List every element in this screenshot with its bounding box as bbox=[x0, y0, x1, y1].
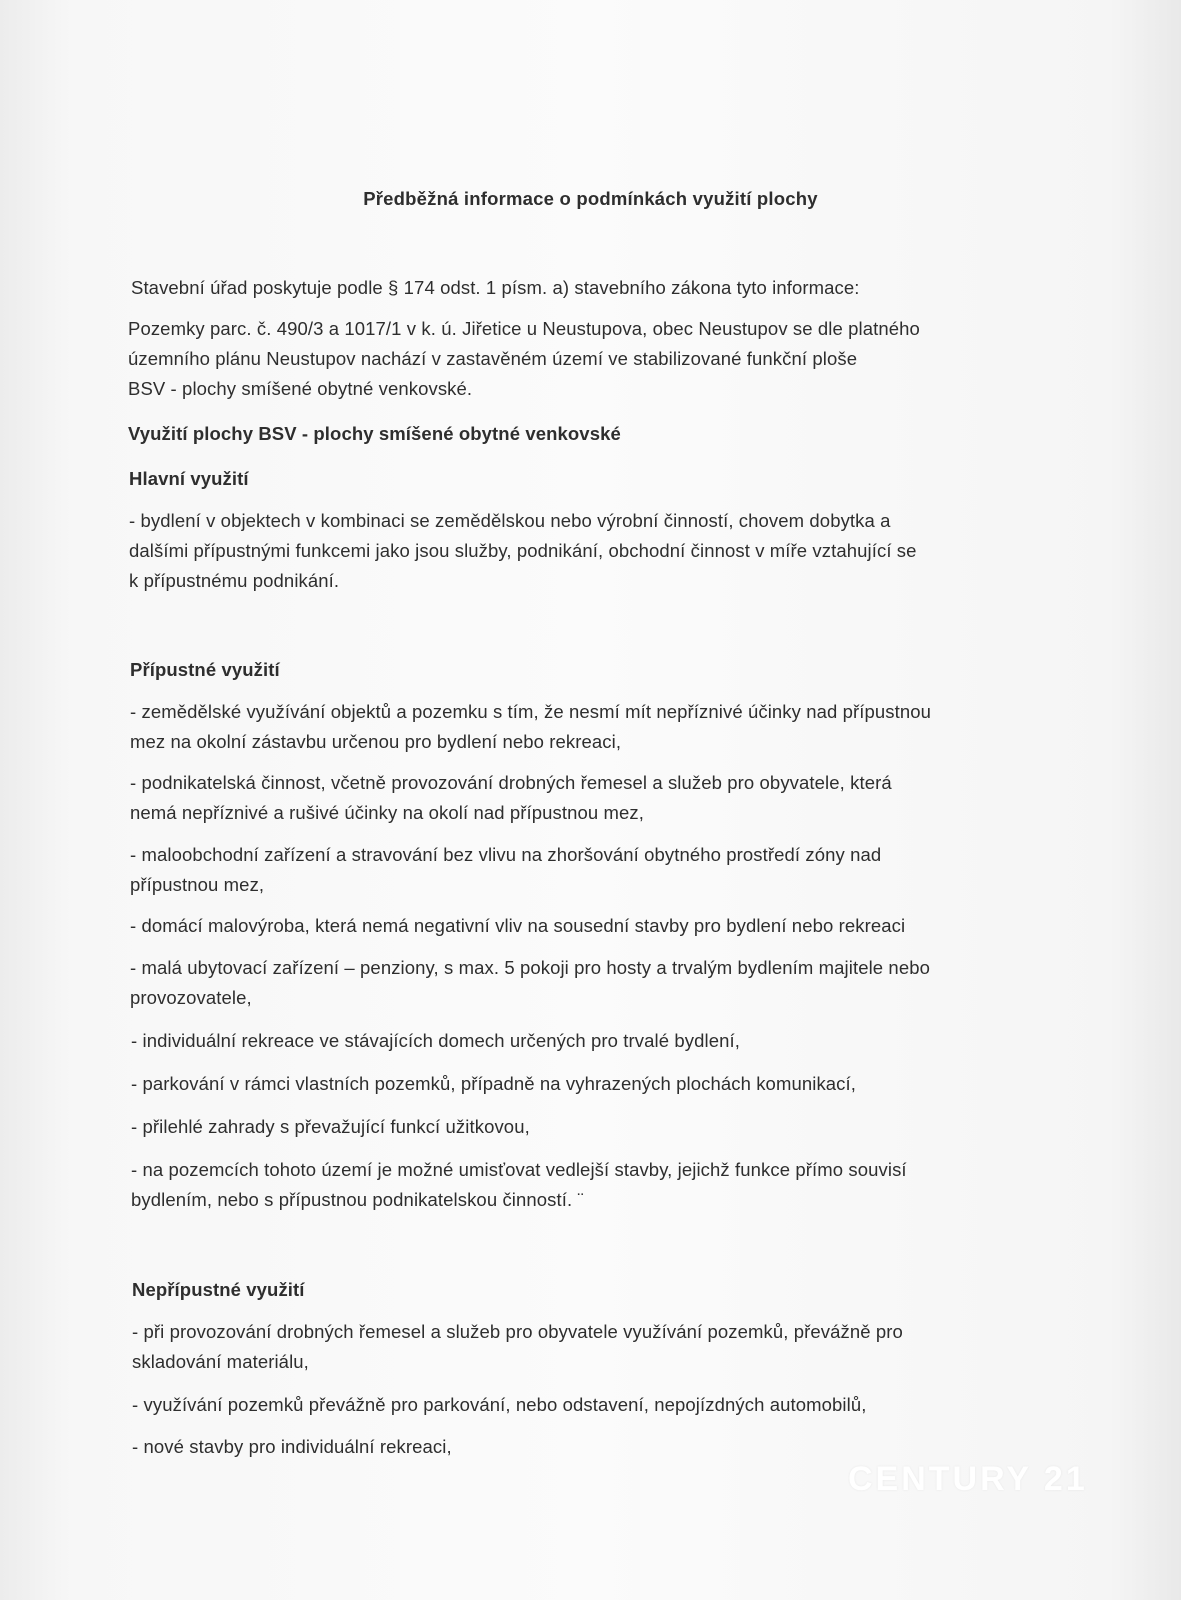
permitted-item-line: bydlením, nebo s přípustnou podnikatelskou činností. ¨ bbox=[131, 1189, 584, 1210]
permitted-item-line: - přilehlé zahrady s převažující funkcí užitkovou, bbox=[131, 1116, 530, 1137]
permitted-use-heading: Přípustné využití bbox=[130, 659, 280, 680]
permitted-item-line: - parkování v rámci vlastních pozemků, případně na vyhrazených plochách komunikací, bbox=[131, 1073, 857, 1094]
century21-watermark: CENTURY 21 bbox=[848, 1460, 1088, 1498]
main-use-heading: Hlavní využití bbox=[129, 468, 249, 489]
main-use-line: dalšími přípustnými funkcemi jako jsou služby, podnikání, obchodní činnost v míře vztahující se bbox=[129, 540, 917, 561]
main-use-line: - bydlení v objektech v kombinaci se zemědělskou nebo výrobní činností, chovem dobytka a bbox=[129, 510, 891, 531]
permitted-item-line: přípustnou mez, bbox=[130, 874, 265, 895]
forbidden-use-heading: Nepřípustné využití bbox=[132, 1279, 305, 1300]
permitted-item-line: - podnikatelská činnost, včetně provozování drobných řemesel a služeb pro obyvatele, která bbox=[130, 772, 892, 793]
permitted-item-line: - maloobchodní zařízení a stravování bez vlivu na zhoršování obytného prostředí zóny nad bbox=[130, 844, 882, 865]
location-line: Pozemky parc. č. 490/3 a 1017/1 v k. ú. Jiřetice u Neustupova, obec Neustupov se dle platného bbox=[128, 318, 920, 339]
permitted-item-line: mez na okolní zástavbu určenou pro bydlení nebo rekreaci, bbox=[130, 731, 622, 752]
area-heading: Využití plochy BSV - plochy smíšené obytné venkovské bbox=[128, 423, 621, 444]
document-title: Předběžná informace o podmínkách využití plochy bbox=[363, 188, 818, 209]
main-use-line: k přípustnému podnikání. bbox=[129, 570, 340, 591]
permitted-item-line: nemá nepříznivé a rušivé účinky na okolí nad přípustnou mez, bbox=[130, 802, 644, 823]
permitted-item-line: - individuální rekreace ve stávajících domech určených pro trvalé bydlení, bbox=[131, 1030, 740, 1051]
forbidden-item-line: - při provozování drobných řemesel a služeb pro obyvatele využívání pozemků, převážně pro bbox=[132, 1321, 903, 1342]
forbidden-item-line: skladování materiálu, bbox=[132, 1351, 309, 1372]
location-line: BSV - plochy smíšené obytné venkovské. bbox=[128, 378, 473, 399]
permitted-item-line: provozovatele, bbox=[130, 987, 252, 1008]
permitted-item-line: - domácí malovýroba, která nemá negativní vliv na sousední stavby pro bydlení nebo rekreaci bbox=[130, 915, 906, 936]
forbidden-item-line: - nové stavby pro individuální rekreaci, bbox=[132, 1436, 452, 1457]
permitted-item-line: - malá ubytovací zařízení – penziony, s max. 5 pokoji pro hosty a trvalým bydlením majitele nebo bbox=[130, 957, 930, 978]
permitted-item-line: - na pozemcích tohoto území je možné umisťovat vedlejší stavby, jejichž funkce přímo souvisí bbox=[131, 1159, 907, 1180]
forbidden-item-line: - využívání pozemků převážně pro parkování, nebo odstavení, nepojízdných automobilů, bbox=[132, 1394, 867, 1415]
location-line: územního plánu Neustupov nachází v zastavěném území ve stabilizované funkční ploše bbox=[128, 348, 858, 369]
permitted-item-line: - zemědělské využívání objektů a pozemku s tím, že nesmí mít nepříznivé účinky nad přípustnou bbox=[130, 701, 932, 722]
intro-text: Stavební úřad poskytuje podle § 174 odst. 1 písm. a) stavebního zákona tyto informace: bbox=[131, 277, 860, 298]
